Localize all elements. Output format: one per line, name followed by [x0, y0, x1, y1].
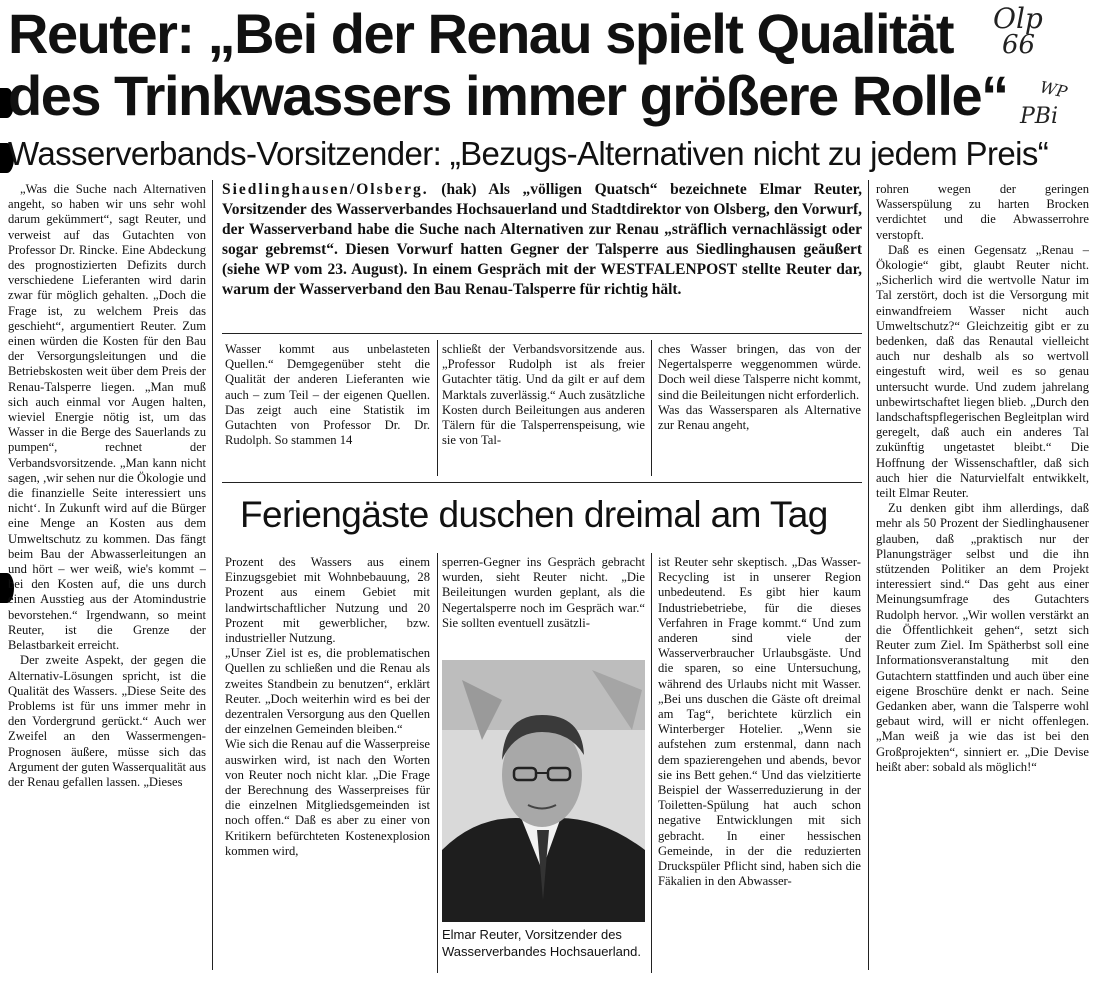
- column-rule: [437, 340, 438, 476]
- column-rule: [868, 180, 869, 970]
- headline-line-1: Reuter: „Bei der Renau spielt Qualität: [8, 2, 953, 65]
- upper-column-1: Wasser kommt aus unbelasteten Quellen.“ Demgegenüber steht die Qualität der anderen Lieferanten wie auch – zum Teil – der eigenen Quellen. Das zeigt auch eine Statistik im Gutachten von Professor Dr. Dr. Rudolph. So stammen 14: [225, 342, 430, 448]
- paragraph: rohren wegen der geringen Wasserspülung zu harten Brocken verdichtet und die Abwasserrohre verstopft.: [876, 182, 1089, 242]
- section-heading: Feriengäste duschen dreimal am Tag: [240, 494, 828, 535]
- left-column: [8, 182, 206, 977]
- headline-line-2: des Trinkwassers immer größere Rolle“: [8, 64, 1008, 127]
- photo-caption: Elmar Reuter, Vorsitzender des Wasserverbandes Hochsauerland.: [442, 927, 641, 959]
- right-column: [876, 182, 1089, 977]
- handwritten-note: Olp: [993, 2, 1043, 35]
- lower-column-1: Prozent des Wassers aus einem Einzugsgebiet mit Wohnbebauung, 28 Prozent aus einem Gebiet mit landwirtschaftlicher Nutzung und 20 Prozent mit gewerblicher, bzw. industrieller Nutzung. „Unser Ziel ist es, die problematischen Quellen zu schließen und die Renau als zweites Standbein zu benutzen“, erklärt Reuter. „Doch weiterhin wird es bei der dezentralen Versorgung aus den Quellen der einzelnen Gemeinden bleiben.“ Wie sich die Renau auf die Wasserpreise auswirken wird, ist nach den Worten von Reuter noch nicht klar. „Die Frage der Berechnung des Wasserpreises für die einzelnen Mitgliedsgemeinden ist noch offen.“ Daß es aber zu einer von Kritikern befürchteten Kostenexplosion kommen wird,: [225, 555, 430, 858]
- dateline: Siedlinghausen/Olsberg.: [222, 181, 429, 198]
- subheadline: Wasserverbands-Vorsitzender: „Bezugs-Alternativen nicht zu jedem Preis“: [8, 135, 1049, 172]
- horizontal-rule: [222, 482, 862, 483]
- horizontal-rule: [222, 333, 862, 334]
- lead-paragraph: [222, 180, 862, 330]
- paragraph: Der zweite Aspekt, der gegen die Alternativ-Lösungen spricht, ist die Qualität des Wassers. „Diese Seite des Problems ist für uns immer mehr in den Vordergrund gerückt.“ Auch wer Zweifel an den Wassermengen-Prognosen äußere, müsse sich das Argument der guten Wasserqualität aus der Renau gefallen lassen. „Dieses: [8, 653, 206, 789]
- column-rule: [437, 553, 438, 973]
- column-rule: [212, 180, 213, 970]
- paragraph: Zu denken gibt ihm allerdings, daß mehr als 50 Prozent der Siedlinghausener glauben, daß „praktisch nur der Planungsträger selbst und die ihn stützenden Politiker an dem Projekt interessiert sind.“ Das geht aus einer Meinungsumfrage des Gutachters Rudolph hervor. „Wir wollen verstärkt an die Öffentlichkeit gehen“, setzt sich Reuter zum Ziel. Im Spätherbst soll eine Informationsveranstaltung mit den Gutachtern stattfinden und auch über eine eigene Broschüre denkt er nach. Seine Gedanken aber, wann die Talsperre wohl gebaut wird, will er nicht offenlegen. „Man weiß ja wie das ist bei den Großprojekten“, sinniert er. „Die Devise heißt aber: sobald als möglich!“: [876, 501, 1089, 774]
- lower-column-2: sperren-Gegner ins Gespräch gebracht wurden, sieht Reuter nicht. „Die Beileitungen wurden geplant, als die Negertalsperre noch im Gespräch war.“ Sie sollten eventuell zusätzli-: [442, 555, 645, 630]
- handwritten-note: PBi: [1020, 104, 1059, 129]
- handwritten-note: 66: [1002, 30, 1036, 60]
- paragraph: Daß es einen Gegensatz „Renau – Ökologie“ gibt, glaubt Reuter nicht. „Sicherlich wird die wertvolle Natur im Tal zerstört, doch ist die Versorgung mit einwandfreiem Wasser nicht auch Umweltschutz?“ Gleichzeitig gibt er zu bedenken, daß das Renautal vielleicht auch nur deshalb als so wertvoll eingestuft wird, weil es so genau untersucht wurde. Und zudem jahrelang unbewirtschaftet liegen blieb. „Durch den landschaftspflegerischen Begleitplan wird geregelt, daß auch ein anderes Tal zukünftig ungetastet bleibt.“ Die Hoffnung der Wissenschaftler, daß sich auch hier die Naturvielfalt entwikkelt, teilt Elmar Reuter.: [876, 242, 1089, 501]
- paragraph: „Was die Suche nach Alternativen angeht, so haben wir uns sehr wohl darum gekümmert“, sagt Reuter, und verweist auf das Gutachten von Professor Dr. Rincke. Eine Abdeckung des prognostizierten Defizits durch verschiedene Lieferanten wird darin zwar für möglich gehalten. „Doch die Frage ist, zu welchem Preis das geschieht“, argumentiert Reuter. Zum einen würden die Kosten für den Bau der Versorgungsleitungen und die Betriebskosten weit über dem Preis der Renau-Talsperre liegen. „Man muß sich auch einmal vor Augen halten, wieviel Energie nötig ist, um das Wasser in die Berge des Sauerlands zu pumpen“, rechnet der Verbandsvorsitzende. „Man kann nicht sagen, ,wir sehen nur die Ökologie und die finanzielle Seite interessiert uns nicht‘. In Zukunft wird auf die Bürger eine Menge an Kosten aus dem Umweltschutz zu kommen. Das fängt beim Bau der Abwasserleitungen an und hört – wer weiß, wie's kommt – bei den Kosten auf, die uns durch einen Ausstieg aus der Atomindustrie bevorstehen.“ Irgendwann, so meint Reuter, ist die Grenze der Belastbarkeit erreicht.: [8, 182, 206, 653]
- column-rule: [651, 340, 652, 476]
- portrait-photo: [442, 660, 645, 922]
- upper-column-2: schließt der Verbandsvorsitzende aus. „Professor Rudolph ist als freier Gutachter tätig. Und da gilt er auf dem Marktals zuverlässig.“ Auch zusätzliche Kosten durch Beileitungen aus anderen Tälern für die Talsperrenspeisung, wie sie von Tal-: [442, 342, 645, 448]
- column-rule: [651, 553, 652, 973]
- portrait-illustration: [442, 660, 645, 922]
- upper-column-3: ches Wasser bringen, das von der Negertalsperre weggenommen würde. Doch weil diese Talsperre nicht kommt, sind die Beileitungen nicht erforderlich. Was das Wassersparen als Alternative zur Renau angeht,: [658, 342, 861, 433]
- handwritten-note: WP: [1038, 77, 1069, 102]
- lower-column-3: ist Reuter sehr skeptisch. „Das Wasser-Recycling ist in unserer Region unbedeutend. Es gibt hier kaum Industriebetriebe, für die dieses Verfahren in Frage kommt.“ Und zum anderen sind viele der Wasserverbraucher Urlaubsgäste. Und die sparen, so eine Untersuchung, während des Urlaubs nicht mit Wasser. „Bei uns duschen die Gäste oft dreimal am Tag“, berichtete kürzlich ein Winterberger Hotelier. „Wenn sie aufstehen zum erstenmal, dann nach dem spazierengehen und abends, bevor sie ins Bett gehen.“ Und das vielzitierte Beispiel der Wasserreduzierung in der Toiletten-Spülung hat auch schon negative Entwicklungen mit sich gebracht. In einer hessischen Gemeinde, in der die reduzierten Druckspüler Pflicht sind, haben sich die Fäkalien in den Abwasser-: [658, 555, 861, 889]
- lead-text: (hak) Als „völligen Quatsch“ bezeichnete Elmar Reuter, Vorsitzender des Wasserverbandes Hochsauerland und Stadtdirektor von Olsberg, den Vorwurf, der Wasserverband habe die Suche nach Alternativen zur Renau „sträflich vernachlässigt oder sogar gebremst“. Diesen Vorwurf hatten Gegner der Talsperre aus Siedlinghausen geäußert (siehe WP vom 23. August). In einem Gespräch mit der WESTFALENPOST stellte Reuter dar, warum der Wasserverband den Bau Renau-Talsperre für richtig hält.: [222, 181, 862, 298]
